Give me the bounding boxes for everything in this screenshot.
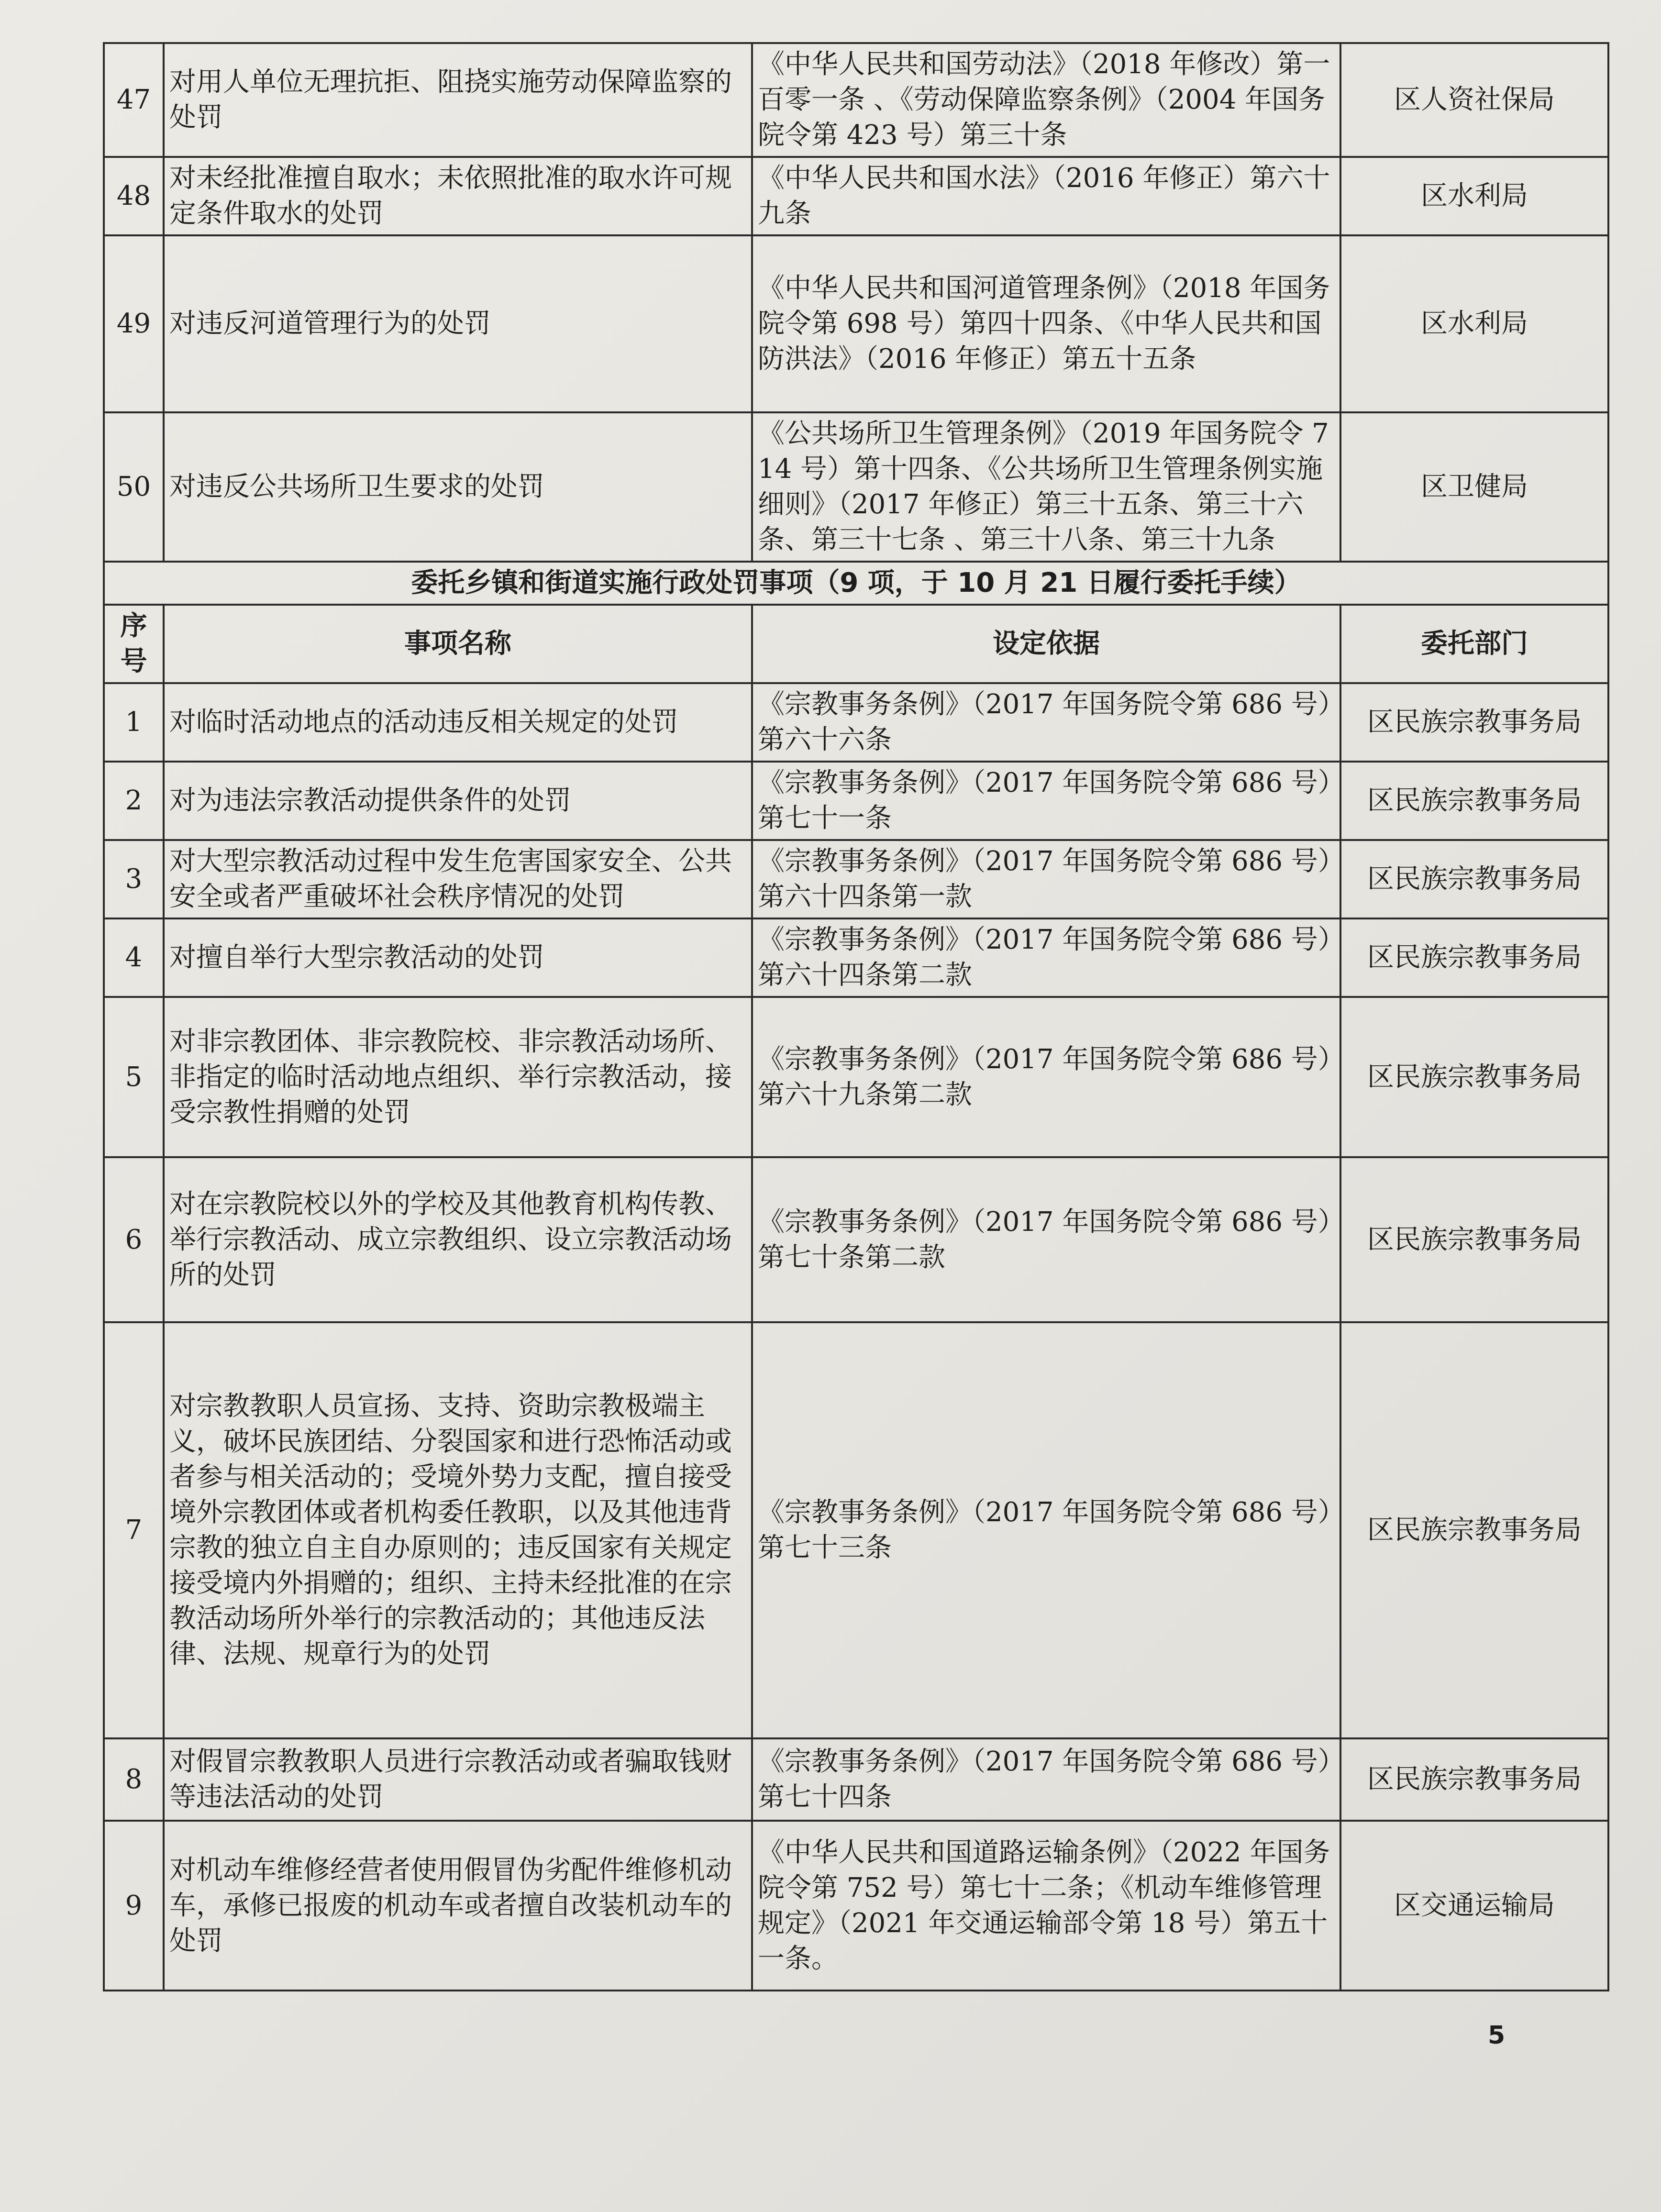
row-index: 6 bbox=[104, 1157, 164, 1322]
header-name: 事项名称 bbox=[164, 605, 752, 683]
legal-basis: 《宗教事务条例》（2017 年国务院令第 686 号）第七十四条 bbox=[752, 1738, 1340, 1821]
row-index: 50 bbox=[104, 412, 164, 562]
item-name: 对用人单位无理抗拒、阻挠实施劳动保障监察的处罚 bbox=[164, 43, 752, 157]
table-row bbox=[104, 412, 1608, 562]
legal-basis: 《中华人民共和国道路运输条例》（2022 年国务院令第 752 号）第七十二条；《机动车维修管理规定》（2021 年交通运输部令第 18 号）第五十一条。 bbox=[752, 1821, 1340, 1991]
item-name: 对机动车维修经营者使用假冒伪劣配件维修机动车，承修已报废的机动车或者擅自改装机动车的处罚 bbox=[164, 1821, 752, 1991]
row-index: 4 bbox=[104, 918, 164, 997]
table-row bbox=[104, 997, 1608, 1157]
item-name: 对假冒宗教教职人员进行宗教活动或者骗取钱财等违法活动的处罚 bbox=[164, 1738, 752, 1821]
department: 区交通运输局 bbox=[1340, 1821, 1608, 1991]
item-name: 对宗教教职人员宣扬、支持、资助宗教极端主义，破坏民族团结、分裂国家和进行恐怖活动或者参与相关活动的；受境外势力支配，擅自接受境外宗教团体或者机构委任教职，以及其他违背宗教的独立自主自办原则的；违反国家有关规定接受境内外捐赠的；组织、主持未经批准的在宗教活动场所外举行的宗教活动的；其他违反法律、法规、规章行为的处罚 bbox=[164, 1322, 752, 1738]
table-row bbox=[104, 918, 1608, 997]
header-row bbox=[104, 605, 1608, 683]
row-index: 2 bbox=[104, 762, 164, 840]
table-row bbox=[104, 1322, 1608, 1738]
table-row bbox=[104, 43, 1608, 157]
row-index: 1 bbox=[104, 683, 164, 762]
item-name: 对临时活动地点的活动违反相关规定的处罚 bbox=[164, 683, 752, 762]
item-name: 对大型宗教活动过程中发生危害国家安全、公共安全或者严重破坏社会秩序情况的处罚 bbox=[164, 840, 752, 918]
table-row bbox=[104, 1157, 1608, 1322]
table-row bbox=[104, 762, 1608, 840]
legal-basis: 《宗教事务条例》（2017 年国务院令第 686 号）第六十九条第二款 bbox=[752, 997, 1340, 1157]
table-row bbox=[104, 1821, 1608, 1991]
legal-basis: 《宗教事务条例》（2017 年国务院令第 686 号）第六十六条 bbox=[752, 683, 1340, 762]
department: 区民族宗教事务局 bbox=[1340, 1157, 1608, 1322]
item-name: 对违反公共场所卫生要求的处罚 bbox=[164, 412, 752, 562]
department: 区民族宗教事务局 bbox=[1340, 997, 1608, 1157]
department: 区水利局 bbox=[1340, 235, 1608, 412]
item-name: 对为违法宗教活动提供条件的处罚 bbox=[164, 762, 752, 840]
table-row bbox=[104, 683, 1608, 762]
header-basis: 设定依据 bbox=[752, 605, 1340, 683]
section-title: 委托乡镇和街道实施行政处罚事项（9 项，于 10 月 21 日履行委托手续） bbox=[104, 562, 1608, 605]
department: 区民族宗教事务局 bbox=[1340, 1322, 1608, 1738]
department: 区民族宗教事务局 bbox=[1340, 683, 1608, 762]
row-index: 7 bbox=[104, 1322, 164, 1738]
table-row bbox=[104, 840, 1608, 918]
department: 区民族宗教事务局 bbox=[1340, 1738, 1608, 1821]
row-index: 9 bbox=[104, 1821, 164, 1991]
item-name: 对违反河道管理行为的处罚 bbox=[164, 235, 752, 412]
row-index: 49 bbox=[104, 235, 164, 412]
department: 区人资社保局 bbox=[1340, 43, 1608, 157]
row-index: 3 bbox=[104, 840, 164, 918]
penalty-table bbox=[103, 42, 1609, 1991]
legal-basis: 《中华人民共和国劳动法》（2018 年修改）第一百零一条 、《劳动保障监察条例》（2004 年国务院令第 423 号）第三十条 bbox=[752, 43, 1340, 157]
table-row bbox=[104, 235, 1608, 412]
department: 区民族宗教事务局 bbox=[1340, 762, 1608, 840]
item-name: 对在宗教院校以外的学校及其他教育机构传教、举行宗教活动、成立宗教组织、设立宗教活动场所的处罚 bbox=[164, 1157, 752, 1322]
department: 区卫健局 bbox=[1340, 412, 1608, 562]
row-index: 8 bbox=[104, 1738, 164, 1821]
header-index: 序号 bbox=[104, 605, 164, 683]
row-index: 5 bbox=[104, 997, 164, 1157]
legal-basis: 《宗教事务条例》（2017 年国务院令第 686 号）第六十四条第二款 bbox=[752, 918, 1340, 997]
legal-basis: 《中华人民共和国河道管理条例》（2018 年国务院令第 698 号）第四十四条、《中华人民共和国防洪法》（2016 年修正）第五十五条 bbox=[752, 235, 1340, 412]
legal-basis: 《宗教事务条例》（2017 年国务院令第 686 号）第六十四条第一款 bbox=[752, 840, 1340, 918]
section-row bbox=[104, 562, 1608, 605]
table-row bbox=[104, 157, 1608, 235]
legal-basis: 《中华人民共和国水法》（2016 年修正）第六十九条 bbox=[752, 157, 1340, 235]
table-row bbox=[104, 1738, 1608, 1821]
row-index: 48 bbox=[104, 157, 164, 235]
item-name: 对未经批准擅自取水；未依照批准的取水许可规定条件取水的处罚 bbox=[164, 157, 752, 235]
item-name: 对擅自举行大型宗教活动的处罚 bbox=[164, 918, 752, 997]
legal-basis: 《宗教事务条例》（2017 年国务院令第 686 号）第七十三条 bbox=[752, 1322, 1340, 1738]
department: 区水利局 bbox=[1340, 157, 1608, 235]
legal-basis: 《宗教事务条例》（2017 年国务院令第 686 号）第七十一条 bbox=[752, 762, 1340, 840]
legal-basis: 《宗教事务条例》（2017 年国务院令第 686 号）第七十条第二款 bbox=[752, 1157, 1340, 1322]
header-dept: 委托部门 bbox=[1340, 605, 1608, 683]
legal-basis: 《公共场所卫生管理条例》（2019 年国务院令 714 号）第十四条、《公共场所卫生管理条例实施细则》（2017 年修正）第三十五条、第三十六条、第三十七条 、第三十八条、第三十九条 bbox=[752, 412, 1340, 562]
department: 区民族宗教事务局 bbox=[1340, 840, 1608, 918]
page-number: 5 bbox=[1488, 2021, 1506, 2050]
row-index: 47 bbox=[104, 43, 164, 157]
department: 区民族宗教事务局 bbox=[1340, 918, 1608, 997]
item-name: 对非宗教团体、非宗教院校、非宗教活动场所、非指定的临时活动地点组织、举行宗教活动，接受宗教性捐赠的处罚 bbox=[164, 997, 752, 1157]
